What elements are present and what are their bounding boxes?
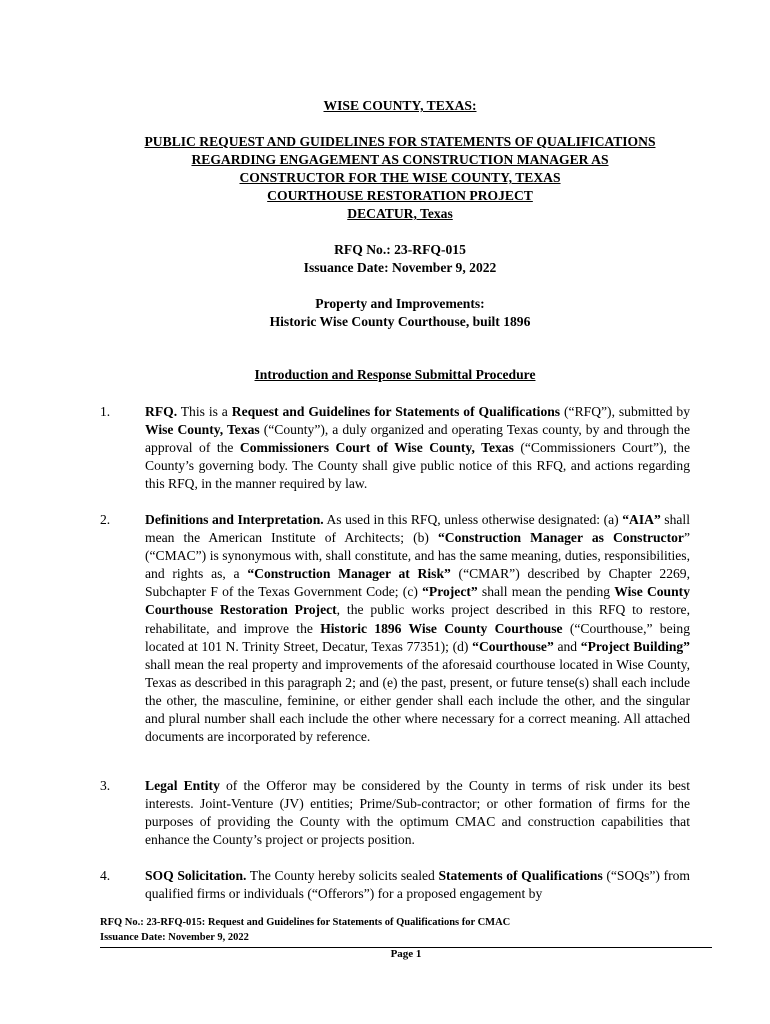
title-line: PUBLIC REQUEST AND GUIDELINES FOR STATEMENTS OF QUALIFICATIONS: [144, 134, 656, 149]
document-header: [100, 97, 700, 331]
title-line: COURTHOUSE RESTORATION PROJECT: [267, 188, 533, 203]
paragraph-number: 3.: [100, 778, 111, 793]
paragraph-text: RFQ. This is a Request and Guidelines for Statements of Qualifications (“RFQ”), submitted by Wise County, Texas (“County”), a duly organized and operating Texas county, by and through the approval of the Commissioners Court of Wise County, Texas (“Commissioners Court”), the County’s governing body. The County shall give public notice of this RFQ, and actions regarding this RFQ, in the manner required by law.: [145, 404, 690, 492]
paragraph-number: 1.: [100, 404, 111, 419]
paragraph-item: [100, 777, 690, 849]
paragraph-item: [100, 511, 690, 746]
paragraph-number: 4.: [100, 868, 111, 883]
issuance-date: Issuance Date: November 9, 2022: [303, 260, 497, 275]
paragraph-text: Definitions and Interpretation. As used in this RFQ, unless otherwise designated: (a) “AIA” shall mean the American Institute of Architects; (b) “Construction Manager as Constructor” (“CMAC”) is synonymous with, shall constitute, and has the same meaning, duties, responsibilities, and rights as, a “Construction Manager at Risk” (“CMAR”) described by Chapter 2269, Subchapter F of the Texas Government Code; (c) “Project” shall mean the pending Wise County Courthouse Restoration Project, the public works project described in this RFQ to restore, rehabilitate, and improve the Historic 1896 Wise County Courthouse (“Courthouse,” being located at 101 N. Trinity Street, Decatur, Texas 77351); (d) “Courthouse” and “Project Building” shall mean the real property and improvements of the aforesaid courthouse located in Wise County, Texas as described in this paragraph 2; and (e) the past, present, or future tense(s) shall each include the other, the masculine, feminine, or either gender shall each include the other, and the singular and plural number shall each include the other where necessary for a correct meaning. All attached documents are incorporated by reference.: [145, 512, 690, 745]
county-heading: WISE COUNTY, TEXAS:: [323, 98, 477, 113]
footer-rfq-line: RFQ No.: 23-RFQ-015: Request and Guidelines for Statements of Qualifications for CMAC: [100, 917, 511, 928]
footer-date-line: Issuance Date: November 9, 2022: [100, 932, 249, 943]
title-line: REGARDING ENGAGEMENT AS CONSTRUCTION MANAGER AS: [191, 152, 609, 167]
rfq-number: RFQ No.: 23-RFQ-015: [334, 242, 466, 257]
paragraph-number: 2.: [100, 512, 111, 527]
title-line: CONSTRUCTOR FOR THE WISE COUNTY, TEXAS: [239, 170, 561, 185]
paragraph-text: SOQ Solicitation. The County hereby solicits sealed Statements of Qualifications (“SOQs”) from qualified firms or individuals (“Offerors”) for a proposed engagement by: [145, 868, 690, 902]
paragraph-item: [100, 867, 690, 903]
section-heading: Introduction and Response Submittal Procedure: [254, 367, 536, 382]
property-label: Property and Improvements:: [315, 296, 485, 311]
paragraph-text: Legal Entity of the Offeror may be considered by the County in terms of risk under its best interests. Joint-Venture (JV) entities; Prime/Sub-contractor; or other formation of firms for the purposes of providing the County with the optimum CMAC and construction capabilities that enhance the County’s project or projects position.: [145, 778, 690, 848]
property-value: Historic Wise County Courthouse, built 1896: [269, 314, 531, 329]
page-footer: [100, 915, 712, 945]
paragraph-item: [100, 403, 690, 493]
city-line: DECATUR, Texas: [347, 206, 453, 221]
page-number: Page 1: [390, 948, 422, 960]
